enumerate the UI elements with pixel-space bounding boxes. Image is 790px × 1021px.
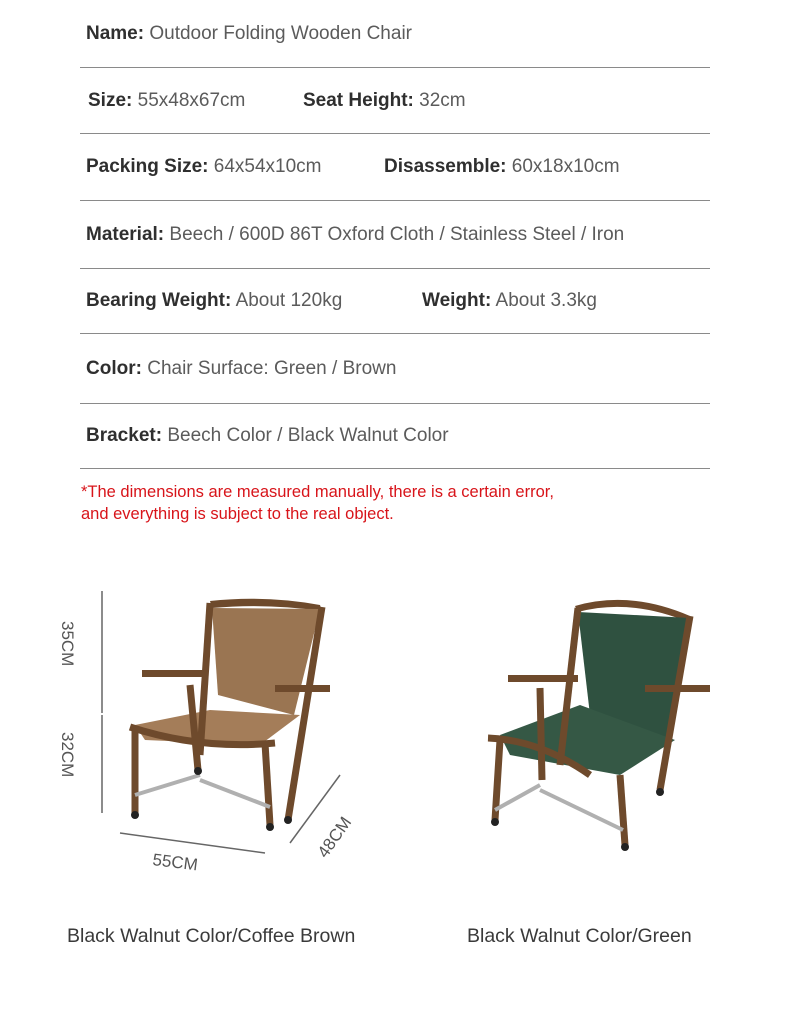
note-line: and everything is subject to the real object. <box>81 505 394 523</box>
brown-chair-image <box>50 575 390 890</box>
spec-label: Seat Height: <box>303 89 414 111</box>
measurement-note <box>81 481 554 525</box>
spec-value: 55x48x67cm <box>137 89 246 111</box>
caption-green-chair: Black Walnut Color/Green <box>467 925 692 947</box>
spec-value: Chair Surface: Green / Brown <box>147 357 397 379</box>
spec-label: Size: <box>88 89 133 111</box>
green-chair-image <box>480 590 730 860</box>
depth-label: 48CM <box>313 813 356 862</box>
spec-value: 32cm <box>419 89 466 111</box>
green-chair <box>488 600 710 851</box>
spec-row-material <box>80 201 710 269</box>
spec-label: Material: <box>86 223 165 245</box>
width-label: 55CM <box>151 850 199 875</box>
spec-value: About 120kg <box>235 290 343 311</box>
spec-row-color <box>80 334 710 404</box>
width-line <box>120 833 265 853</box>
spec-label: Name: <box>86 22 145 44</box>
spec-value: Beech Color / Black Walnut Color <box>167 425 449 446</box>
note-line: *The dimensions are measured manually, there is a certain error, <box>81 483 554 501</box>
spec-list <box>80 0 710 469</box>
spec-label: Bearing Weight: <box>86 290 232 311</box>
brown-chair <box>130 599 330 831</box>
spec-label: Disassemble: <box>384 156 507 177</box>
spec-row-size <box>80 68 710 134</box>
spec-value: Beech / 600D 86T Oxford Cloth / Stainless Steel / Iron <box>169 223 625 245</box>
seat-height-label: 32CM <box>58 732 77 778</box>
caption-brown-chair: Black Walnut Color/Coffee Brown <box>67 925 356 947</box>
spec-value: Outdoor Folding Wooden Chair <box>149 22 412 44</box>
spec-row-packing <box>80 134 710 201</box>
spec-row-weight <box>80 269 710 334</box>
back-height-label: 35CM <box>58 621 77 667</box>
spec-value: 60x18x10cm <box>511 156 620 177</box>
spec-row-name <box>80 0 710 68</box>
spec-value: 64x54x10cm <box>213 156 322 177</box>
spec-label: Bracket: <box>86 425 163 446</box>
spec-row-bracket <box>80 404 710 469</box>
spec-label: Weight: <box>422 290 492 311</box>
spec-label: Color: <box>86 357 142 379</box>
spec-label: Packing Size: <box>86 156 209 177</box>
spec-value: About 3.3kg <box>495 290 597 311</box>
